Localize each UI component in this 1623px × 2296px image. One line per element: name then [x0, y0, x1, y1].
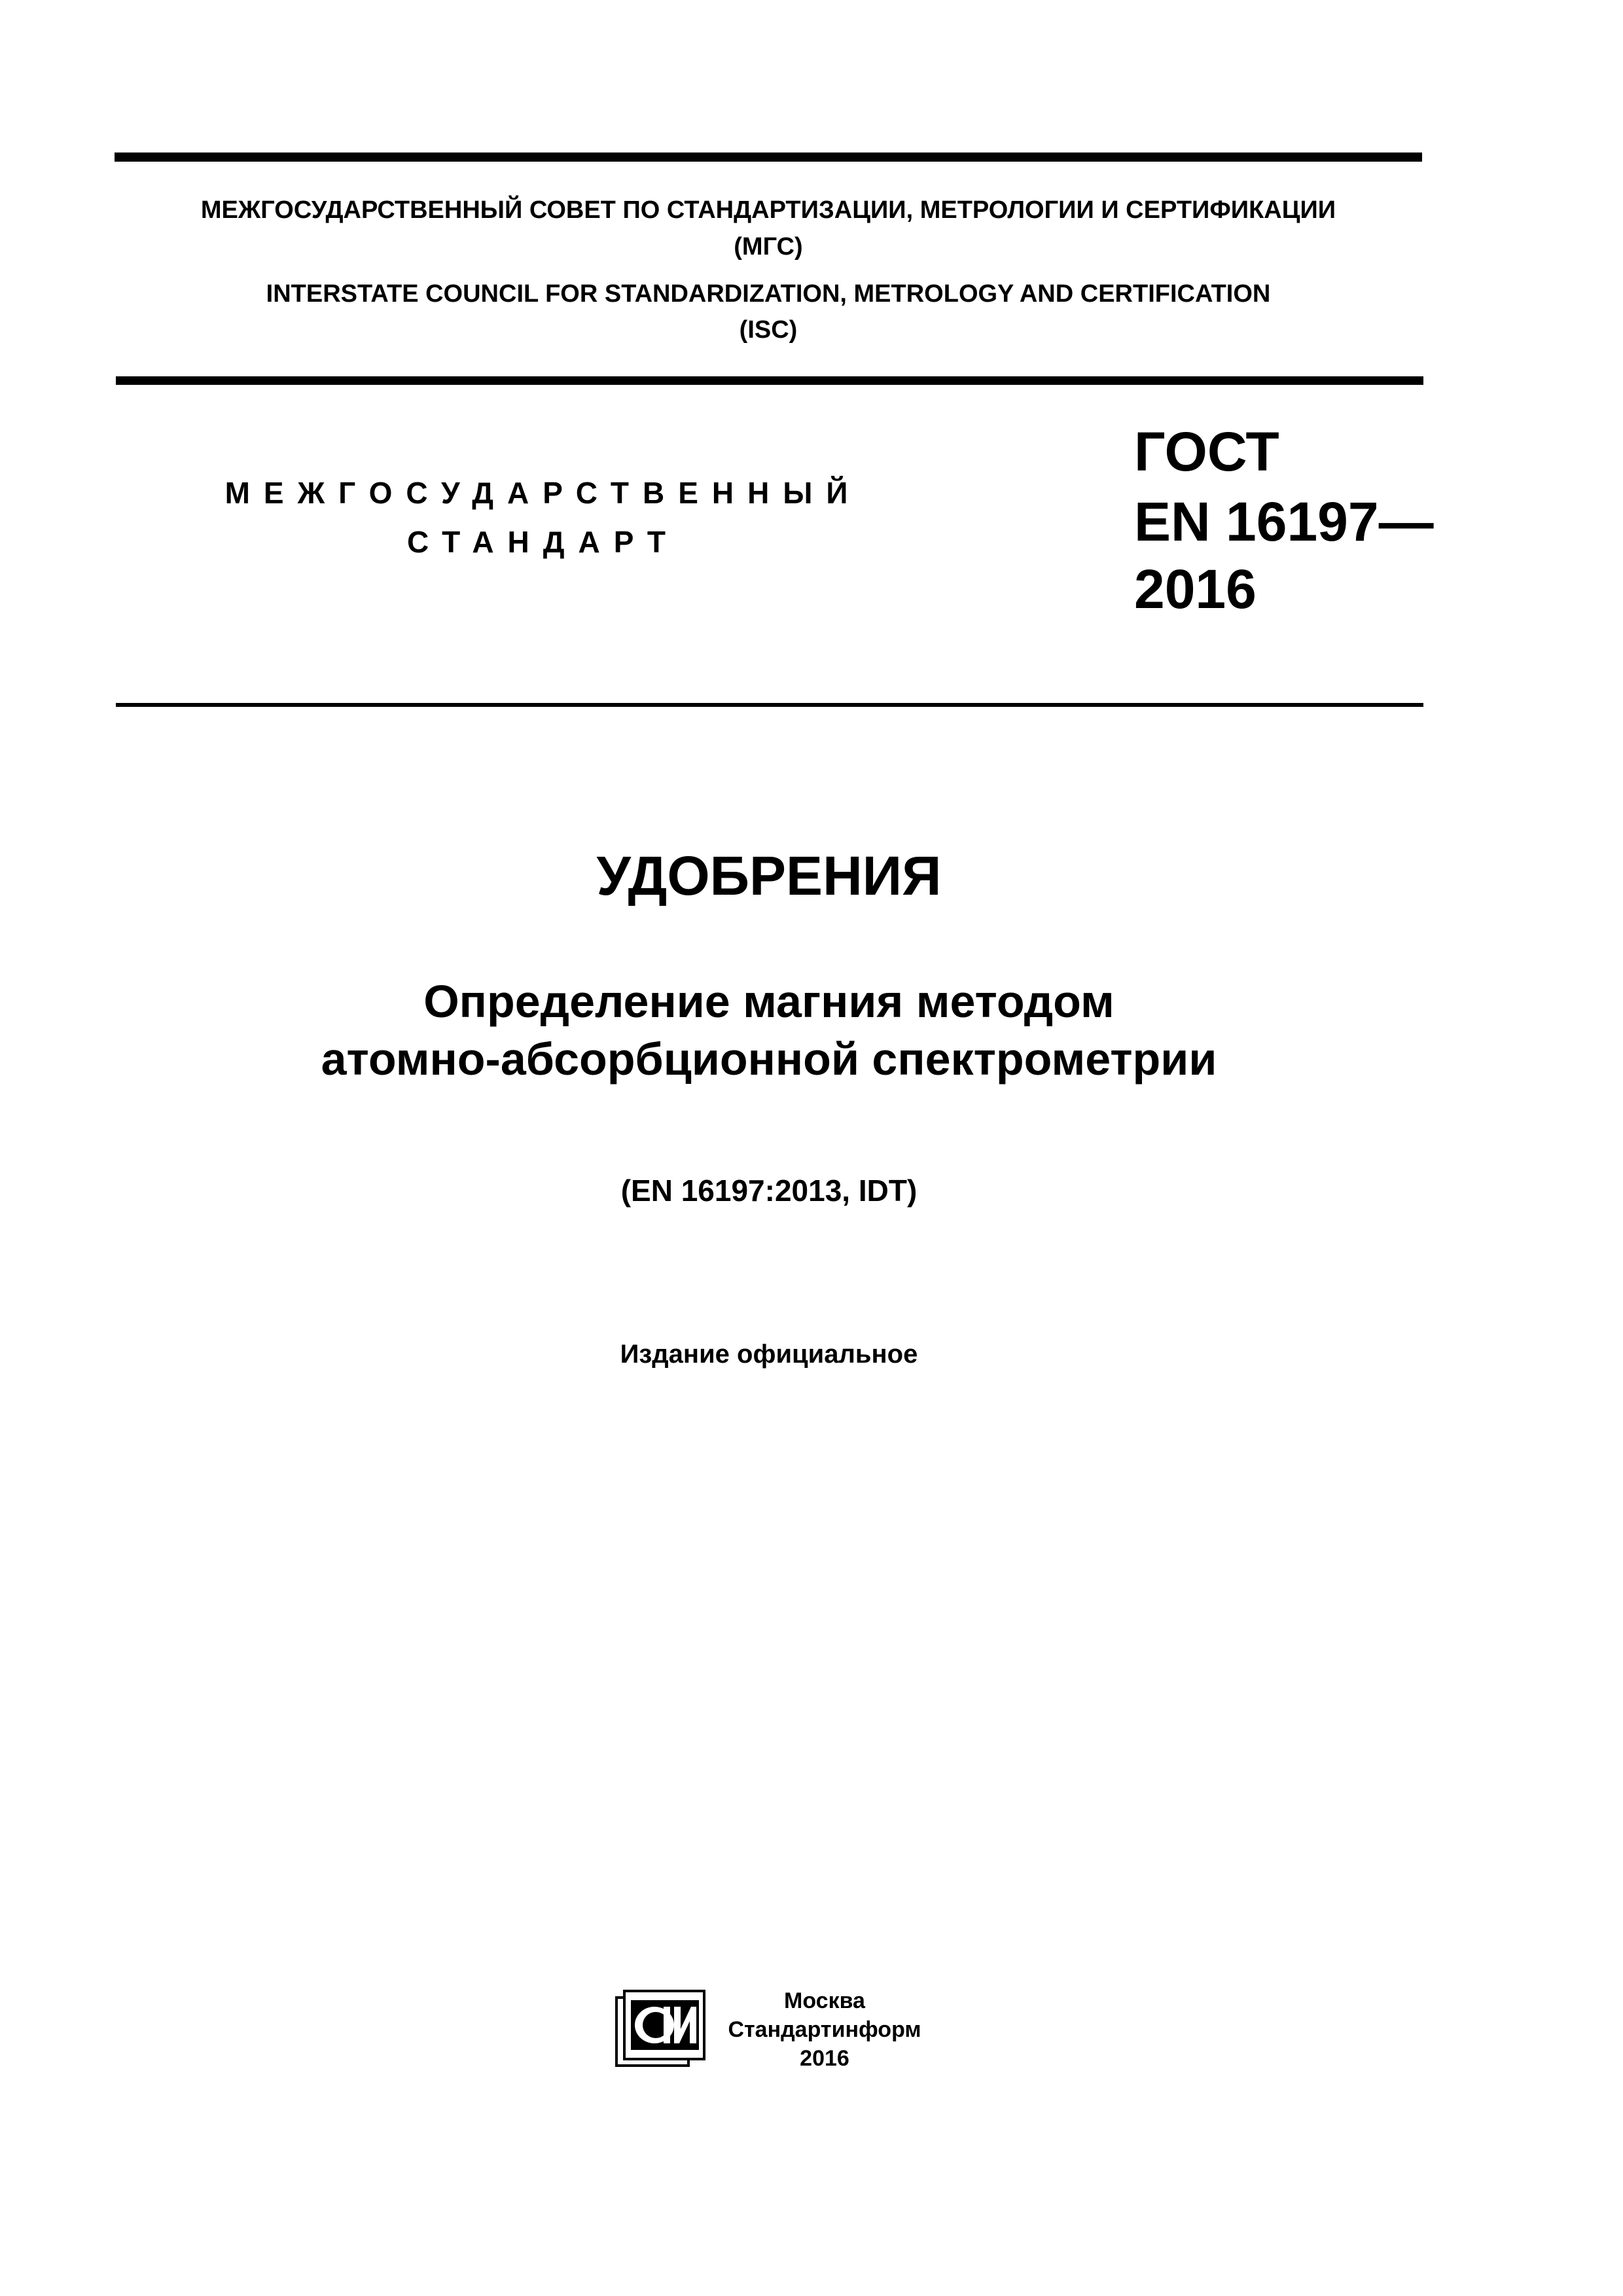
standartinform-logo-icon — [615, 1988, 707, 2067]
document-title: УДОБРЕНИЯ — [596, 845, 942, 906]
edition-label: Издание официальное — [620, 1340, 918, 1369]
standard-kind-line-1: МЕЖГОСУДАРСТВЕННЫЙ — [224, 476, 862, 510]
middle-rule — [116, 376, 1423, 385]
document-subtitle-line-1: Определение магния методом — [423, 976, 1115, 1027]
council-abbr-en: (ISC) — [739, 316, 798, 344]
publication-year: 2016 — [800, 2046, 849, 2071]
standard-code-line-2: EN 16197— — [1134, 491, 1434, 552]
standard-code-line-3: 2016 — [1134, 558, 1257, 620]
publisher-city: Москва — [784, 1988, 865, 2013]
standard-code-line-1: ГОСТ — [1134, 421, 1279, 482]
publisher-name: Стандартинформ — [728, 2017, 921, 2042]
council-abbr-ru: (МГС) — [734, 233, 803, 260]
lower-rule — [116, 703, 1423, 707]
standard-kind-line-2: СТАНДАРТ — [407, 525, 679, 559]
standard-reference: (EN 16197:2013, IDT) — [620, 1174, 918, 1208]
council-name-en: INTERSTATE COUNCIL FOR STANDARDIZATION, METROLOGY AND CERTIFICATION — [266, 280, 1271, 308]
top-rule — [115, 152, 1422, 162]
council-name-ru: МЕЖГОСУДАРСТВЕННЫЙ СОВЕТ ПО СТАНДАРТИЗАЦИИ, МЕТРОЛОГИИ И СЕРТИФИКАЦИИ — [200, 196, 1336, 224]
document-subtitle-line-2: атомно-абсорбционной спектрометрии — [321, 1033, 1217, 1085]
